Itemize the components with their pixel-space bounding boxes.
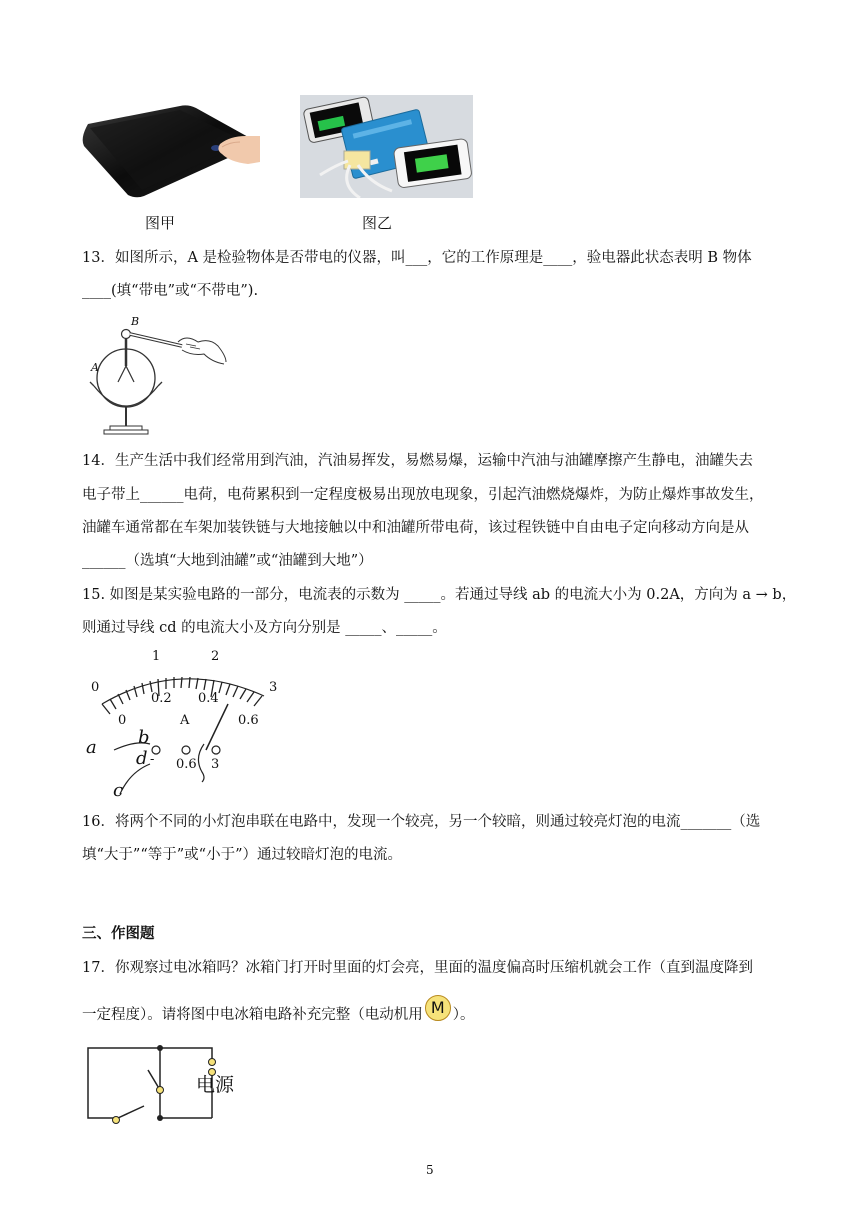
q17-line2-end: ）。: [452, 1007, 475, 1023]
fig-yi-caption: 图乙: [362, 214, 393, 232]
q13-line1: 13．如图所示，A 是检验物体是否带电的仪器，叫___，它的工作原理是____，验电器此状态表明 B 物体: [82, 250, 752, 266]
ammeter-bottom-1: 0.2: [151, 691, 172, 706]
q17-line2-text: 一定程度）。请将图中电冰箱电路补充完整（电动机用: [82, 1007, 423, 1023]
ammeter-top-1: 1: [152, 649, 161, 664]
section-title: 三、作图题: [82, 926, 155, 942]
q17-line1: 17．你观察过电冰箱吗？冰箱门打开时里面的灯会亮，里面的温度偏高时压缩机就会工作（直到温度降到: [82, 960, 753, 976]
q16-line2: 填“大于”“等于”或“小于”）通过较暗灯泡的电流。: [82, 847, 402, 863]
ammeter-top-2: 2: [211, 649, 220, 664]
electroscope-label-b: B: [131, 315, 140, 328]
ammeter-unit: A: [180, 713, 190, 728]
terminal-label-3: 3: [211, 757, 220, 772]
wire-label-c: c: [113, 780, 124, 801]
q16-line1: 16．将两个不同的小灯泡串联在电路中，发现一个较亮，另一个较暗，则通过较亮灯泡的电流_______（选: [82, 814, 761, 830]
wire-label-a: a: [86, 737, 97, 758]
terminal-minus: -: [150, 752, 155, 767]
wire-label-d: d: [136, 748, 148, 769]
ammeter-top-0: 0: [91, 680, 100, 695]
ammeter-bottom-0: 0: [118, 713, 127, 728]
power-source-label: 电源: [196, 1074, 235, 1096]
electroscope-figure: [86, 316, 228, 438]
q14-line3: 油罐车通常都在车架加装铁链与大地接触以中和油罐所带电荷，该过程铁链中自由电子定向移动方向是从: [82, 520, 749, 536]
wire-label-b: b: [138, 727, 150, 748]
q14-line4: ______（选填“大地到油罐”或“油罐到大地”）: [82, 553, 373, 569]
q17-line2: [82, 998, 475, 1025]
fig-jia-caption: 图甲: [145, 214, 176, 232]
q13-line2: ____(填“带电”或“不带电”).: [82, 283, 259, 299]
q14-line2: 电子带上______电荷，电荷累积到一定程度极易出现放电现象，引起汽油燃烧爆炸，为防止爆炸事故发生，: [82, 487, 764, 503]
ammeter-bottom-3: 0.6: [238, 713, 259, 728]
power-bank-figure: [300, 95, 473, 198]
ammeter-bottom-2: 0.4: [198, 691, 219, 706]
q15-line2: 则通过导线 cd 的电流大小及方向分别是 _____、_____。: [82, 620, 447, 636]
page-number: 5: [426, 1163, 434, 1177]
q15-line1: 15. 如图是某实验电路的一部分，电流表的示数为 _____。若通过导线 ab 的电流大小为 0.2A，方向为 a → b，: [82, 587, 797, 603]
phone-figure: [80, 102, 260, 200]
terminal-label-06: 0.6: [176, 757, 197, 772]
ammeter-top-3: 3: [269, 680, 278, 695]
motor-symbol-icon: [425, 995, 451, 1021]
q14-line1: 14．生产生活中我们经常用到汽油，汽油易挥发，易燃易爆，运输中汽油与油罐摩擦产生静电，油罐失去: [82, 453, 753, 469]
ammeter-figure: [80, 646, 300, 800]
electroscope-label-a: A: [91, 361, 99, 374]
motor-symbol-label: M: [430, 998, 445, 1017]
